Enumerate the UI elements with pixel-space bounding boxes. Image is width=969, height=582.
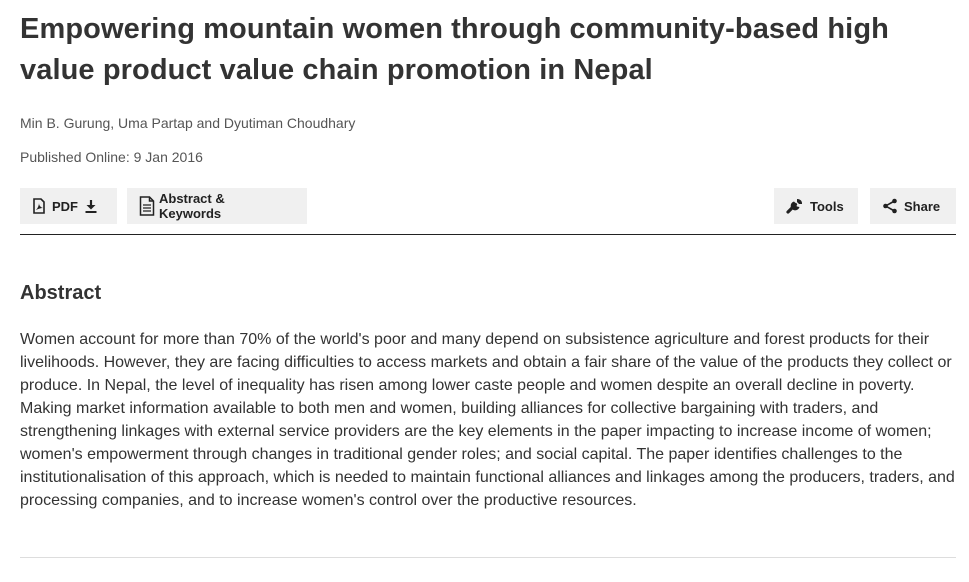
share-icon [882,198,898,214]
abstract-heading: Abstract [20,282,102,304]
download-icon [84,198,98,214]
abstract-keywords-label: Abstract & Keywords [159,191,225,221]
article-authors: Min B. Gurung, Uma Partap and Dyutiman Choudhary [20,115,356,131]
abstract-text: Women account for more than 70% of the world's poor and many depend on subsistence agriculture and forest products for their livelihoods. However, they are facing difficulties to access markets and obtain a fair share of the value of the products they collect or produce. In Nepal, the level of inequality has risen among lower caste people and women despite an overall decline in poverty. Making market information available to both men and women, building alliances for collective bargaining with traders, and strengthening linkages with external service providers are the key elements in the paper impacting to increase income of women; women's empowerment through changes in traditional gender roles; and social capital. The paper identifies challenges to the institutionalisation of this approach, which is needed to maintain functional alliances and linkages among the producers, traders, and processing companies, and to increase women's control over the productive resources. [20,331,955,509]
pdf-label: PDF [52,198,78,214]
abstract-keywords-button[interactable] [127,188,307,224]
pdf-download-button[interactable] [20,188,117,224]
wrench-icon [786,197,804,215]
share-label: Share [904,198,941,214]
tools-label: Tools [810,198,844,214]
pdf-file-icon [32,198,46,214]
share-button[interactable] [870,188,956,224]
document-icon [139,196,155,216]
tools-button[interactable] [774,188,858,224]
article-toolbar [20,188,956,235]
article-title: Empowering mountain women through community-based high value product value chain promotion in Nepal [20,13,889,86]
published-date: Published Online: 9 Jan 2016 [20,149,203,165]
section-divider [20,557,956,558]
